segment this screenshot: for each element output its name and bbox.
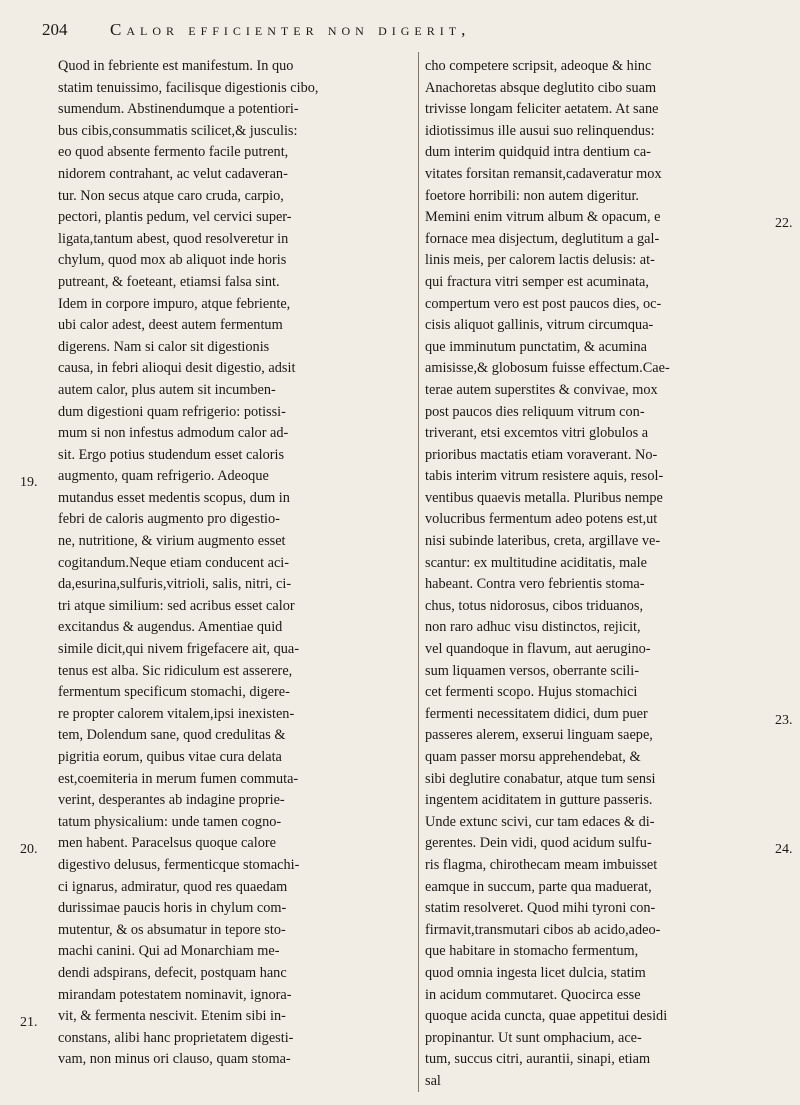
text-line: trivisse longam feliciter aetatem. At sane xyxy=(425,101,659,118)
text-line: cogitandum.Neque etiam conducent aci- xyxy=(58,554,290,571)
text-line: habeant. Contra vero febrientis stoma- xyxy=(425,576,645,593)
text-line: tur. Non secus atque caro cruda, carpio, xyxy=(58,187,284,204)
text-line: passeres alerem, exserui linguam saepe, xyxy=(425,727,653,744)
text-line: sal xyxy=(425,1072,441,1089)
text-line: excitandus & augendus. Amentiae quid xyxy=(58,619,283,636)
text-line: mirandam potestatem nominavit, ignora- xyxy=(58,986,292,1003)
text-line: fermenti necessitatem didici, dum puer xyxy=(425,705,648,722)
text-line: ubi calor adest, deest autem fermentum xyxy=(58,317,283,334)
text-line: ingentem aciditatem in gutture passeris. xyxy=(425,792,653,809)
text-line: machi canini. Qui ad Monarchiam me- xyxy=(58,943,280,960)
text-line: Unde extunc scivi, cur tam edaces & di- xyxy=(425,813,655,830)
text-line: fornace mea disjectum, deglutitum a gal- xyxy=(425,230,660,247)
text-line: quam passer morsu apprehendebat, & xyxy=(425,749,641,765)
text-line: statim resolveret. Quod mihi tyroni con- xyxy=(425,900,656,917)
text-line: nisi subinde lateribus, creta, argillave ve- xyxy=(425,533,661,550)
text-line: prioribus mactatis etiam voraverant. No- xyxy=(425,446,658,463)
text-line: terae autem superstites & convivae, mox xyxy=(425,381,658,398)
text-line: firmavit,transmutari cibos ab acido,adeo- xyxy=(425,921,661,938)
text-line: sit. Ergo potius studendum esset caloris xyxy=(58,446,285,463)
text-line: dendi adspirans, defecit, postquam hanc xyxy=(58,964,287,981)
text-line: digerens. Nam si calor sit digestionis xyxy=(58,338,270,355)
text-line: cisis aliquot gallinis, vitrum circumqua- xyxy=(425,317,654,334)
text-line: statim tenuissimo, facilisque digestionis cibo, xyxy=(58,79,319,96)
text-line: vit, & fermenta nescivit. Etenim sibi in- xyxy=(58,1008,286,1025)
text-line: bus cibis,consummatis scilicet,& jusculis: xyxy=(58,122,298,139)
text-line: mutentur, & os absumatur in tepore sto- xyxy=(58,921,286,938)
text-line: Idem in corpore impuro, atque febriente, xyxy=(58,295,291,312)
column-divider xyxy=(418,52,419,1092)
margin-number: 19. xyxy=(20,475,38,490)
text-line: fermentum specificum stomachi, digere- xyxy=(58,684,290,701)
text-line: ventibus quaevis metalla. Pluribus nempe xyxy=(425,489,663,506)
text-line: autem calor, plus autem sit incumben- xyxy=(58,381,276,398)
text-line: tem, Dolendum sane, quod credulitas & xyxy=(58,727,286,744)
text-line: eo quod absente fermento facile putrent, xyxy=(58,144,289,161)
text-line: propinantur. Ut sunt omphacium, ace- xyxy=(425,1029,642,1046)
text-line: sibi deglutire conabatur, atque tum sensi xyxy=(425,770,656,787)
right-column xyxy=(425,56,771,1096)
margin-number: 20. xyxy=(20,842,38,857)
text-line: sumendum. Abstinendumque a potentiori- xyxy=(58,101,299,118)
text-line: dum digestioni quam refrigerio: potissi- xyxy=(58,403,286,420)
text-line: dum interim quidquid intra dentium ca- xyxy=(425,144,651,161)
text-line: Quod in febriente est manifestum. In quo xyxy=(58,58,294,74)
text-line: durissimae paucis horis in chylum com- xyxy=(58,900,287,917)
text-line: que imminutum punctatim, & acumina xyxy=(425,338,647,355)
text-line: compertum vero est post paucos dies, oc- xyxy=(425,295,662,312)
text-line: ne, nutritione, & virium augmento esset xyxy=(58,533,286,550)
text-line: gerentes. Dein vidi, quod acidum sulfu- xyxy=(425,835,652,852)
text-line: eamque in succum, parte qua maduerat, xyxy=(425,878,652,895)
page-number: 204 xyxy=(42,20,68,39)
text-line: quoque acida cuncta, quae appetitui desidi xyxy=(425,1008,668,1025)
text-line: tri atque similium: sed acribus esset calor xyxy=(58,597,295,614)
text-line: chus, totus nidorosus, cibos triduanos, xyxy=(425,597,644,614)
margin-number: 24. xyxy=(775,842,793,857)
text-line: augmento, quam refrigerio. Adeoque xyxy=(58,468,269,485)
text-line: verint, desperantes ab indagine proprie- xyxy=(58,792,285,809)
text-line: vam, non minus ori clauso, quam stoma- xyxy=(58,1051,291,1068)
text-line: vitates forsitan remansit,cadaveratur mox xyxy=(425,165,662,182)
text-line: nidorem contrahant, ac velut cadaveran- xyxy=(58,165,288,182)
text-line: vel quandoque in flavum, aut aerugino- xyxy=(425,641,651,658)
margin-number: 21. xyxy=(20,1015,38,1030)
text-line: chylum, quod mox ab aliquot inde horis xyxy=(58,252,287,269)
text-line: constans, alibi hanc proprietatem digesti- xyxy=(58,1029,294,1046)
text-line: da,esurina,sulfuris,vitrioli, salis, nitri, ci- xyxy=(58,576,292,593)
text-line: re propter calorem vitalem,ipsi inexisten- xyxy=(58,705,295,722)
text-line: tenus est alba. Sic ridiculum est asserere, xyxy=(58,662,293,679)
text-line: ci ignarus, admiratur, quod res quaedam xyxy=(58,878,288,895)
running-title: Calor efficienter non digerit, xyxy=(110,20,471,39)
text-line: non raro adhuc visu distinctos, rejicit, xyxy=(425,619,641,636)
text-line: causa, in febri alioqui desit digestio, adsit xyxy=(58,360,296,377)
text-line: mutandus esset medentis scopus, dum in xyxy=(58,489,290,506)
text-line: triverant, etsi excemtos vitri globulos a xyxy=(425,425,649,442)
text-line: tum, succus citri, aurantii, sinapi, etiam xyxy=(425,1051,651,1068)
text-line: est,coemiteria in merum fumen commuta- xyxy=(58,770,299,787)
text-line: Memini enim vitrum album & opacum, e xyxy=(425,209,661,226)
text-line: cet fermenti scopo. Hujus stomachici xyxy=(425,684,638,701)
text-line: mum si non infestus admodum calor ad- xyxy=(58,425,289,442)
text-line: pectori, plantis pedum, vel cervici super- xyxy=(58,209,292,226)
page-header xyxy=(42,20,782,44)
text-line: Anachoretas absque deglutito cibo suam xyxy=(425,79,657,96)
text-line: scantur: ex multitudine aciditatis, male xyxy=(425,554,647,571)
text-line: tatum physicalium: unde tamen cogno- xyxy=(58,813,282,830)
text-line: qui fractura vitri semper est acuminata, xyxy=(425,273,649,290)
margin-number: 22. xyxy=(775,216,793,231)
text-line: in acidum commutaret. Quocirca esse xyxy=(425,986,641,1003)
text-line: ligata,tantum abest, quod resolveretur in xyxy=(58,230,289,247)
text-line: post paucos dies reliquum vitrum con- xyxy=(425,403,645,420)
text-line: men habent. Paracelsus quoque calore xyxy=(58,835,276,852)
text-line: sum liquamen versos, oberrante scili- xyxy=(425,662,639,679)
text-line: digestivo delusus, fermenticque stomachi- xyxy=(58,856,300,873)
text-line: idiotissimus ille ausui suo relinquendus: xyxy=(425,122,655,139)
text-line: ris flagma, chirothecam meam imbuisset xyxy=(425,856,658,873)
text-line: pigritia eorum, quibus vitae cura delata xyxy=(58,749,282,765)
text-line: amisisse,& globosum fuisse effectum.Cae- xyxy=(425,360,670,377)
text-line: foetore horribili: non autem digeritur. xyxy=(425,187,639,204)
margin-number: 23. xyxy=(775,713,793,728)
text-line: putreant, & foeteant, etiamsi falsa sint. xyxy=(58,273,280,290)
text-line: linis meis, per calorem lactis delusis: at- xyxy=(425,252,655,269)
text-line: quod omnia ingesta licet dulcia, statim xyxy=(425,964,646,981)
text-line: cho competere scripsit, adeoque & hinc xyxy=(425,58,652,74)
text-line: febri de caloris augmento pro digestio- xyxy=(58,511,280,528)
text-line: que habitare in stomacho fermentum, xyxy=(425,943,639,960)
left-column xyxy=(58,56,413,1096)
text-line: simile dicit,qui nivem frigefacere ait, qua- xyxy=(58,641,299,658)
text-line: tabis interim vitrum resistere aquis, resol- xyxy=(425,468,664,485)
text-line: volucribus fermentum adeo potens est,ut xyxy=(425,511,658,528)
